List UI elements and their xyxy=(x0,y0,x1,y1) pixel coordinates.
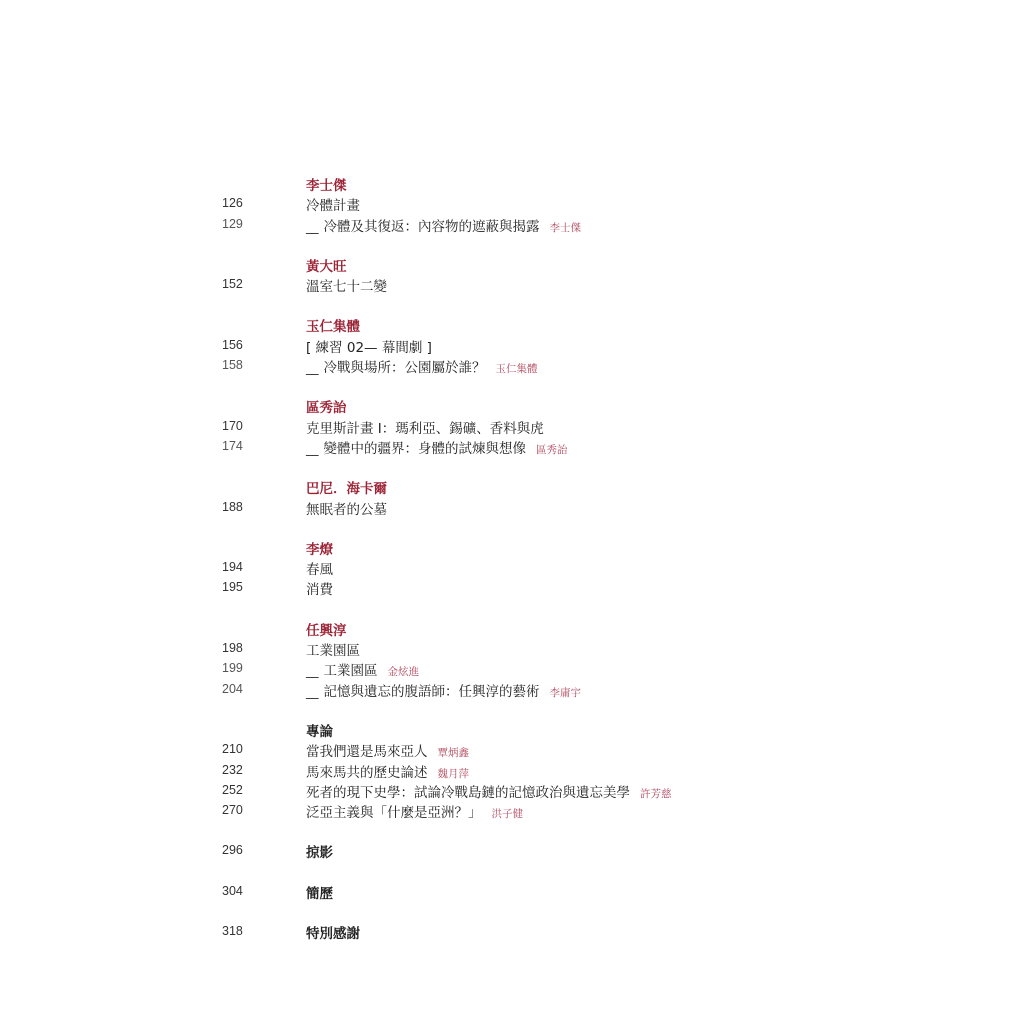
page-number: 129 xyxy=(222,216,243,231)
entry-title: 無眠者的公墓 xyxy=(306,501,387,518)
artist-name: 區秀詒 xyxy=(306,400,347,417)
toc-entry[interactable] xyxy=(0,215,1024,235)
artist-name: 李燎 xyxy=(306,541,333,558)
entry-title: 馬來馬共的歷史論述 xyxy=(306,764,428,781)
toc-entry[interactable] xyxy=(0,356,1024,376)
page-number: 195 xyxy=(222,580,243,595)
toc-section-heading xyxy=(0,174,1024,194)
entry-title: 冷戰與場所：公園屬於誰？ xyxy=(323,360,486,377)
entry-title: 春風 xyxy=(306,562,333,579)
entry-line xyxy=(306,437,568,457)
entry-line xyxy=(306,356,538,376)
toc-section-heading xyxy=(0,396,1024,416)
page-number: 198 xyxy=(222,641,243,656)
essay-dash: __ xyxy=(306,663,318,680)
page-number: 126 xyxy=(222,196,243,211)
entry-author: 覃炳鑫 xyxy=(437,747,469,760)
entry-title: 工業園區 xyxy=(306,643,360,660)
toc-entry[interactable] xyxy=(0,781,1024,801)
entry-title: 當我們還是馬來亞人 xyxy=(306,744,428,761)
page-number: 252 xyxy=(222,782,243,797)
page-number: 210 xyxy=(222,742,243,757)
page-number: 270 xyxy=(222,803,243,818)
page-number: 170 xyxy=(222,418,243,433)
essay-dash: __ xyxy=(306,683,318,700)
entry-title: 變體中的疆界：身體的試煉與想像 xyxy=(323,440,526,457)
entry-line xyxy=(306,215,581,235)
toc-entry[interactable] xyxy=(0,417,1024,437)
entry-line xyxy=(306,680,581,700)
page-number: 304 xyxy=(222,883,243,898)
toc-section-heading xyxy=(0,538,1024,558)
entry-line xyxy=(306,761,469,781)
toc-entry[interactable] xyxy=(0,680,1024,700)
toc-entry[interactable] xyxy=(0,578,1024,598)
section-title: 掠影 xyxy=(306,845,333,862)
toc-entry[interactable] xyxy=(0,922,1024,942)
entry-title: 工業園區 xyxy=(323,663,378,680)
entry-line xyxy=(306,740,469,760)
entry-title: 溫室七十二變 xyxy=(306,279,387,296)
entry-title: 泛亞主義與「什麼是亞洲？」 xyxy=(306,805,482,822)
toc-section-heading xyxy=(0,315,1024,335)
artist-name: 黃大旺 xyxy=(306,258,347,275)
entry-title: 克里斯計畫 I：瑪利亞、錫礦、香料與虎 xyxy=(306,420,544,437)
page-number: 158 xyxy=(222,358,243,373)
entry-author: 李庸宇 xyxy=(549,686,581,699)
toc-entry[interactable] xyxy=(0,882,1024,902)
page-number: 296 xyxy=(222,843,243,858)
essay-dash: __ xyxy=(306,360,318,377)
page-number: 152 xyxy=(222,277,243,292)
toc-section-heading xyxy=(0,720,1024,740)
entry-author: 許芳慈 xyxy=(640,787,672,800)
entry-line xyxy=(306,659,419,679)
table-of-contents xyxy=(0,174,1024,942)
entry-author: 洪子健 xyxy=(491,808,523,821)
artist-name: 任興淳 xyxy=(306,622,347,639)
page-number: 188 xyxy=(222,499,243,514)
section-title: 特別感謝 xyxy=(306,926,360,943)
toc-entry[interactable] xyxy=(0,639,1024,659)
toc-entry[interactable] xyxy=(0,336,1024,356)
entry-title: [ 練習 02— 幕間劇 ] xyxy=(306,339,432,356)
section-title: 專論 xyxy=(306,723,333,740)
entry-author: 區秀詒 xyxy=(536,443,568,456)
page-number: 194 xyxy=(222,560,243,575)
toc-entry[interactable] xyxy=(0,558,1024,578)
page-number: 156 xyxy=(222,337,243,352)
page-number: 174 xyxy=(222,438,243,453)
section-title: 簡歷 xyxy=(306,885,333,902)
toc-entry[interactable] xyxy=(0,498,1024,518)
toc-entry[interactable] xyxy=(0,437,1024,457)
entry-title: 消費 xyxy=(306,582,333,599)
entry-title: 冷體計畫 xyxy=(306,198,360,215)
page-number: 204 xyxy=(222,681,243,696)
entry-title: 冷體及其復返：內容物的遮蔽與揭露 xyxy=(323,218,540,235)
page-number: 318 xyxy=(222,924,243,939)
artist-name: 李士傑 xyxy=(306,178,347,194)
entry-author: 金炫進 xyxy=(387,666,419,679)
toc-section-heading xyxy=(0,255,1024,275)
entry-author: 李士傑 xyxy=(549,221,581,234)
entry-author: 玉仁集體 xyxy=(495,363,538,376)
artist-name: 巴尼．海卡爾 xyxy=(306,481,387,498)
page-number: 232 xyxy=(222,762,243,777)
essay-dash: __ xyxy=(306,440,318,457)
entry-line xyxy=(306,781,672,801)
toc-section-heading xyxy=(0,477,1024,497)
toc-entry[interactable] xyxy=(0,275,1024,295)
toc-entry[interactable] xyxy=(0,801,1024,821)
artist-name: 玉仁集體 xyxy=(306,319,360,336)
entry-title: 記憶與遺忘的腹語師：任興淳的藝術 xyxy=(323,683,540,700)
toc-entry[interactable] xyxy=(0,761,1024,781)
toc-section-heading xyxy=(0,619,1024,639)
toc-entry[interactable] xyxy=(0,659,1024,679)
essay-dash: __ xyxy=(306,218,318,235)
toc-entry[interactable] xyxy=(0,194,1024,214)
entry-title: 死者的現下史學：試論冷戰島鏈的記憶政治與遺忘美學 xyxy=(306,784,630,801)
toc-entry[interactable] xyxy=(0,841,1024,861)
entry-author: 魏月萍 xyxy=(437,767,469,780)
toc-entry[interactable] xyxy=(0,740,1024,760)
page-number: 199 xyxy=(222,661,243,676)
entry-line xyxy=(306,801,523,821)
